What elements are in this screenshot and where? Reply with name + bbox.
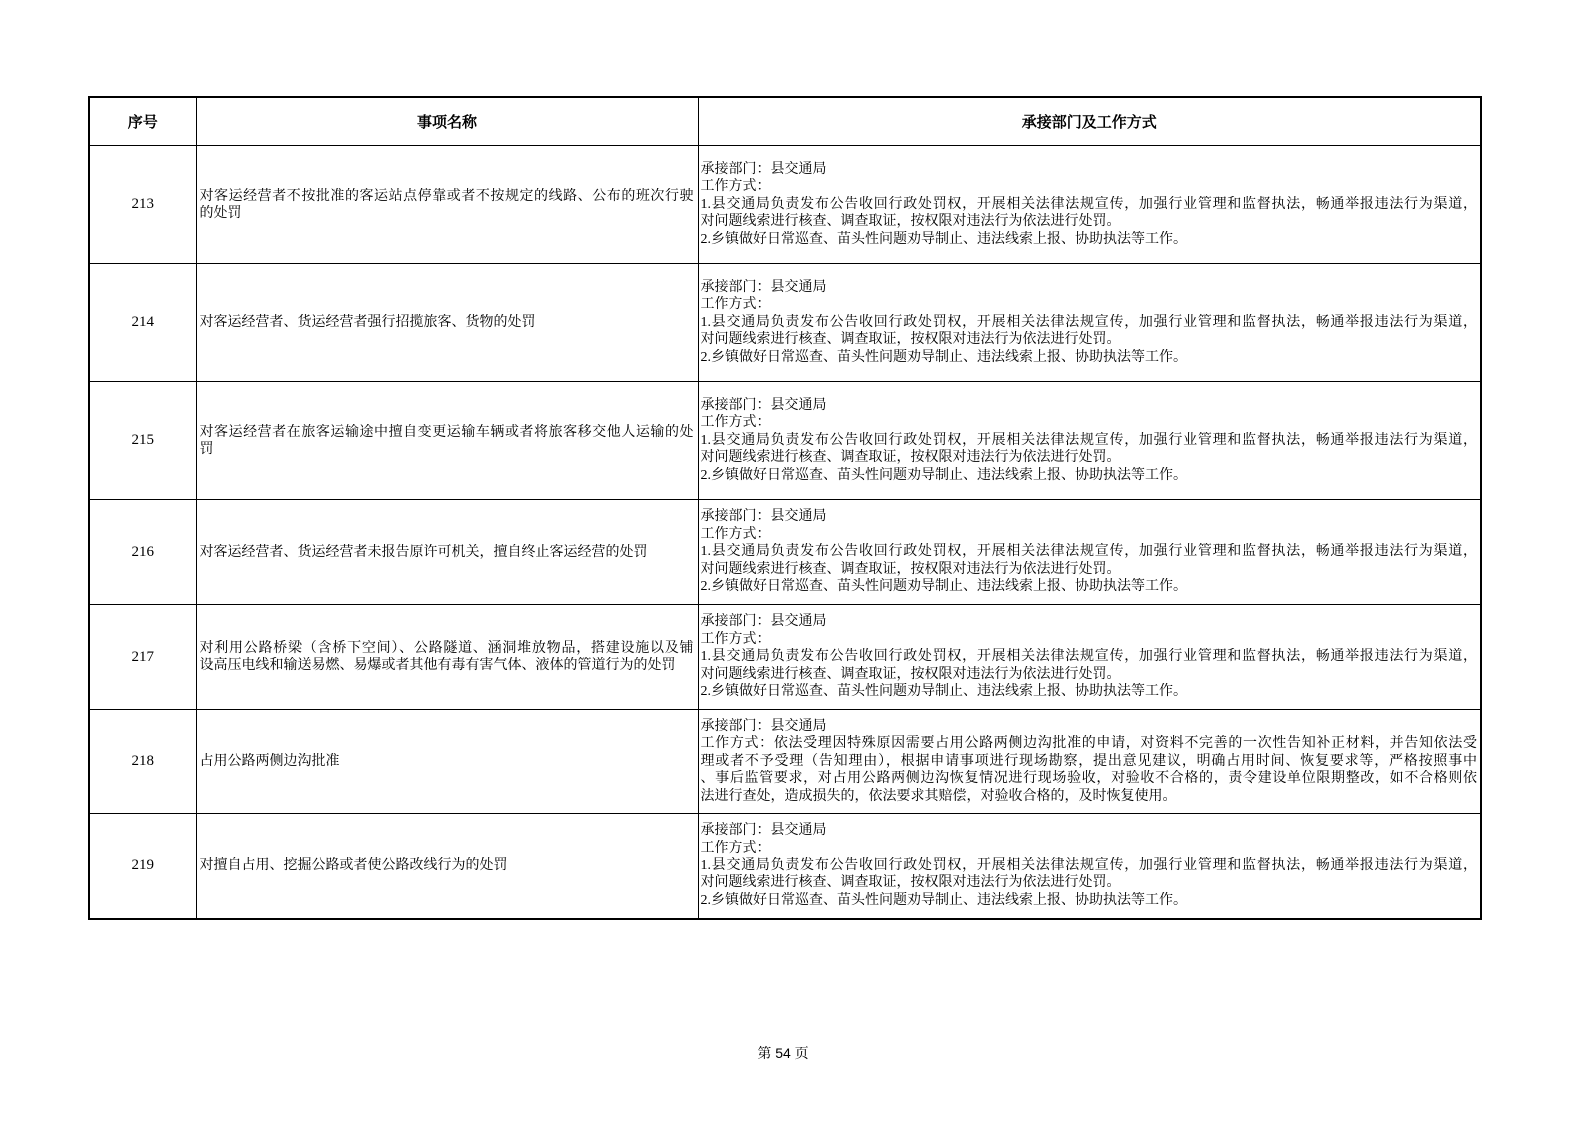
department-method-cell [698,605,1481,710]
detail-paragraph [701,631,1478,648]
detail-line: 对问题线索进行核查、调查取证，按权限对违法行为依法进行处罚。 [700,450,1121,466]
row-number: 219 [131,857,154,874]
header-row [89,97,1481,146]
detail-paragraph [701,314,1478,349]
detail-paragraph [701,718,1478,735]
detail-line: 工作方式： [700,179,771,195]
table-body [89,146,1481,919]
row-number-cell [89,146,196,264]
detail-line: 2.乡镇做好日常巡查、苗头性问题劝导制止、违法线索上报、协助执法等工作。 [700,349,1187,365]
item-name-cell [196,605,698,710]
department-method-cell [698,710,1481,814]
detail-paragraph [701,543,1478,578]
items-table [88,96,1482,920]
detail-line: 法进行查处，造成损失的，依法要求其赔偿，对验收合格的，及时恢复使用。 [700,788,1177,804]
detail-paragraph [701,735,1478,805]
detail-line: 承接部门：县交通局 [700,614,827,630]
detail-line: 2.乡镇做好日常巡查、苗头性问题劝导制止、违法线索上报、协助执法等工作。 [700,892,1187,908]
detail-paragraph [701,414,1478,431]
row-number: 214 [131,314,154,330]
item-name-line: 占用公路两侧边沟批准 [199,754,340,769]
detail-paragraph [701,349,1478,366]
detail-line: 承接部门：县交通局 [700,509,827,525]
item-name-line: 对客运经营者、货运经营者强行招揽旅客、货物的处罚 [199,315,536,330]
department-method-cell [698,500,1481,605]
detail-line: 理或者不予受理（告知理由），根据申请事项进行现场勘察，提出意见建议，明确占用时间、恢复要求等，严格按照事中 [700,753,1477,769]
row-number: 213 [131,196,154,212]
detail-paragraph [701,822,1478,839]
page-number: 第 54 页 [757,1045,809,1061]
item-name-line: 对客运经营者不按批准的客运站点停靠或者不按规定的线路、公布的班次行驶 [199,188,694,204]
detail-line: 承接部门：县交通局 [700,397,827,413]
detail-line: 工作方式： [700,297,771,313]
item-name-cell [196,500,698,605]
detail-line: 对问题线索进行核查、调查取证，按权限对违法行为依法进行处罚。 [700,875,1121,891]
detail-line: 1.县交通局负责发布公告收回行政处罚权，开展相关法律法规宣传，加强行业管理和监督执法，畅通举报违法行为渠道， [700,544,1477,560]
detail-paragraph [701,840,1478,857]
detail-line: 对问题线索进行核查、调查取证，按权限对违法行为依法进行处罚。 [700,214,1121,230]
table-row [89,264,1481,382]
detail-line: 1.县交通局负责发布公告收回行政处罚权，开展相关法律法规宣传，加强行业管理和监督执法，畅通举报违法行为渠道， [700,649,1477,665]
detail-line: 对问题线索进行核查、调查取证，按权限对违法行为依法进行处罚。 [700,561,1121,577]
detail-paragraph [701,683,1478,700]
detail-line: 工作方式： [700,415,771,431]
header-serial-number: 序号 [89,97,196,146]
detail-paragraph [701,196,1478,231]
detail-line: 工作方式： [700,526,771,542]
table-row [89,814,1481,919]
row-number: 216 [131,543,154,560]
row-number: 218 [131,753,154,769]
table-row [89,605,1481,710]
detail-line: 承接部门：县交通局 [700,718,827,734]
detail-paragraph [701,178,1478,195]
department-method-cell [698,382,1481,500]
detail-line: 承接部门：县交通局 [700,161,827,177]
row-number-cell [89,605,196,710]
detail-line: 对问题线索进行核查、调查取证，按权限对违法行为依法进行处罚。 [700,332,1121,348]
detail-paragraph [701,161,1478,178]
row-number-cell [89,264,196,382]
detail-line: 1.县交通局负责发布公告收回行政处罚权，开展相关法律法规宣传，加强行业管理和监督执法，畅通举报违法行为渠道， [700,858,1477,874]
detail-paragraph [701,397,1478,414]
row-number: 217 [131,648,154,665]
item-name-cell [196,710,698,814]
detail-paragraph [701,432,1478,467]
detail-paragraph [701,296,1478,313]
row-number: 215 [131,432,154,448]
department-method-cell [698,814,1481,919]
header-department-method: 承接部门及工作方式 [698,97,1481,146]
row-number-cell [89,382,196,500]
row-number-cell [89,500,196,605]
detail-line: 工作方式： [700,631,771,647]
detail-paragraph [701,613,1478,630]
detail-paragraph [701,467,1478,484]
detail-line: 2.乡镇做好日常巡查、苗头性问题劝导制止、违法线索上报、协助执法等工作。 [700,579,1187,595]
table-row [89,146,1481,264]
item-name-line: 对擅自占用、挖掘公路或者使公路改线行为的处罚 [199,858,508,874]
detail-line: 、事后监管要求，对占用公路两侧边沟恢复情况进行现场验收，对验收不合格的，责令建设单位限期整改，如不合格则依 [700,771,1477,787]
detail-line: 1.县交通局负责发布公告收回行政处罚权，开展相关法律法规宣传，加强行业管理和监督执法，畅通举报违法行为渠道， [700,432,1477,448]
table-header [89,97,1481,146]
detail-line: 工作方式：依法受理因特殊原因需要占用公路两侧边沟批准的申请，对资料不完善的一次性告知补正材料，并告知依法受 [700,736,1477,752]
header-item-name: 事项名称 [196,97,698,146]
item-name-cell [196,146,698,264]
detail-line: 1.县交通局负责发布公告收回行政处罚权，开展相关法律法规宣传，加强行业管理和监督执法，畅通举报违法行为渠道， [700,196,1477,212]
detail-line: 对问题线索进行核查、调查取证，按权限对违法行为依法进行处罚。 [700,666,1121,682]
item-name-line: 设高压电线和输送易燃、易爆或者其他有毒有害气体、液体的管道行为的处罚 [199,658,676,673]
detail-line: 2.乡镇做好日常巡查、苗头性问题劝导制止、违法线索上报、协助执法等工作。 [700,684,1187,700]
department-method-cell [698,264,1481,382]
department-method-cell [698,146,1481,264]
detail-line: 承接部门：县交通局 [700,279,827,295]
detail-paragraph [701,857,1478,892]
table-row [89,382,1481,500]
table-row [89,500,1481,605]
row-number-cell [89,814,196,919]
item-name-line: 罚 [199,441,214,457]
item-name-cell [196,814,698,919]
item-name-cell [196,264,698,382]
detail-paragraph [701,892,1478,909]
detail-line: 工作方式： [700,840,771,856]
detail-paragraph [701,231,1478,248]
detail-paragraph [701,279,1478,296]
detail-paragraph [701,526,1478,543]
row-number-cell [89,710,196,814]
item-name-line: 对客运经营者、货运经营者未报告原许可机关，擅自终止客运经营的处罚 [199,544,648,560]
detail-line: 1.县交通局负责发布公告收回行政处罚权，开展相关法律法规宣传，加强行业管理和监督执法，畅通举报违法行为渠道， [700,314,1477,330]
detail-line: 2.乡镇做好日常巡查、苗头性问题劝导制止、违法线索上报、协助执法等工作。 [700,231,1187,247]
detail-line: 承接部门：县交通局 [700,823,827,839]
table-row [89,710,1481,814]
detail-paragraph [701,578,1478,595]
detail-line: 2.乡镇做好日常巡查、苗头性问题劝导制止、违法线索上报、协助执法等工作。 [700,467,1187,483]
item-name-line: 对利用公路桥梁（含桥下空间）、公路隧道、涵洞堆放物品，搭建设施以及铺 [199,641,694,656]
item-name-line: 对客运经营者在旅客运输途中擅自变更运输车辆或者将旅客移交他人运输的处 [199,424,694,440]
item-name-line: 的处罚 [199,205,242,221]
detail-paragraph [701,508,1478,525]
item-name-cell [196,382,698,500]
detail-paragraph [701,648,1478,683]
